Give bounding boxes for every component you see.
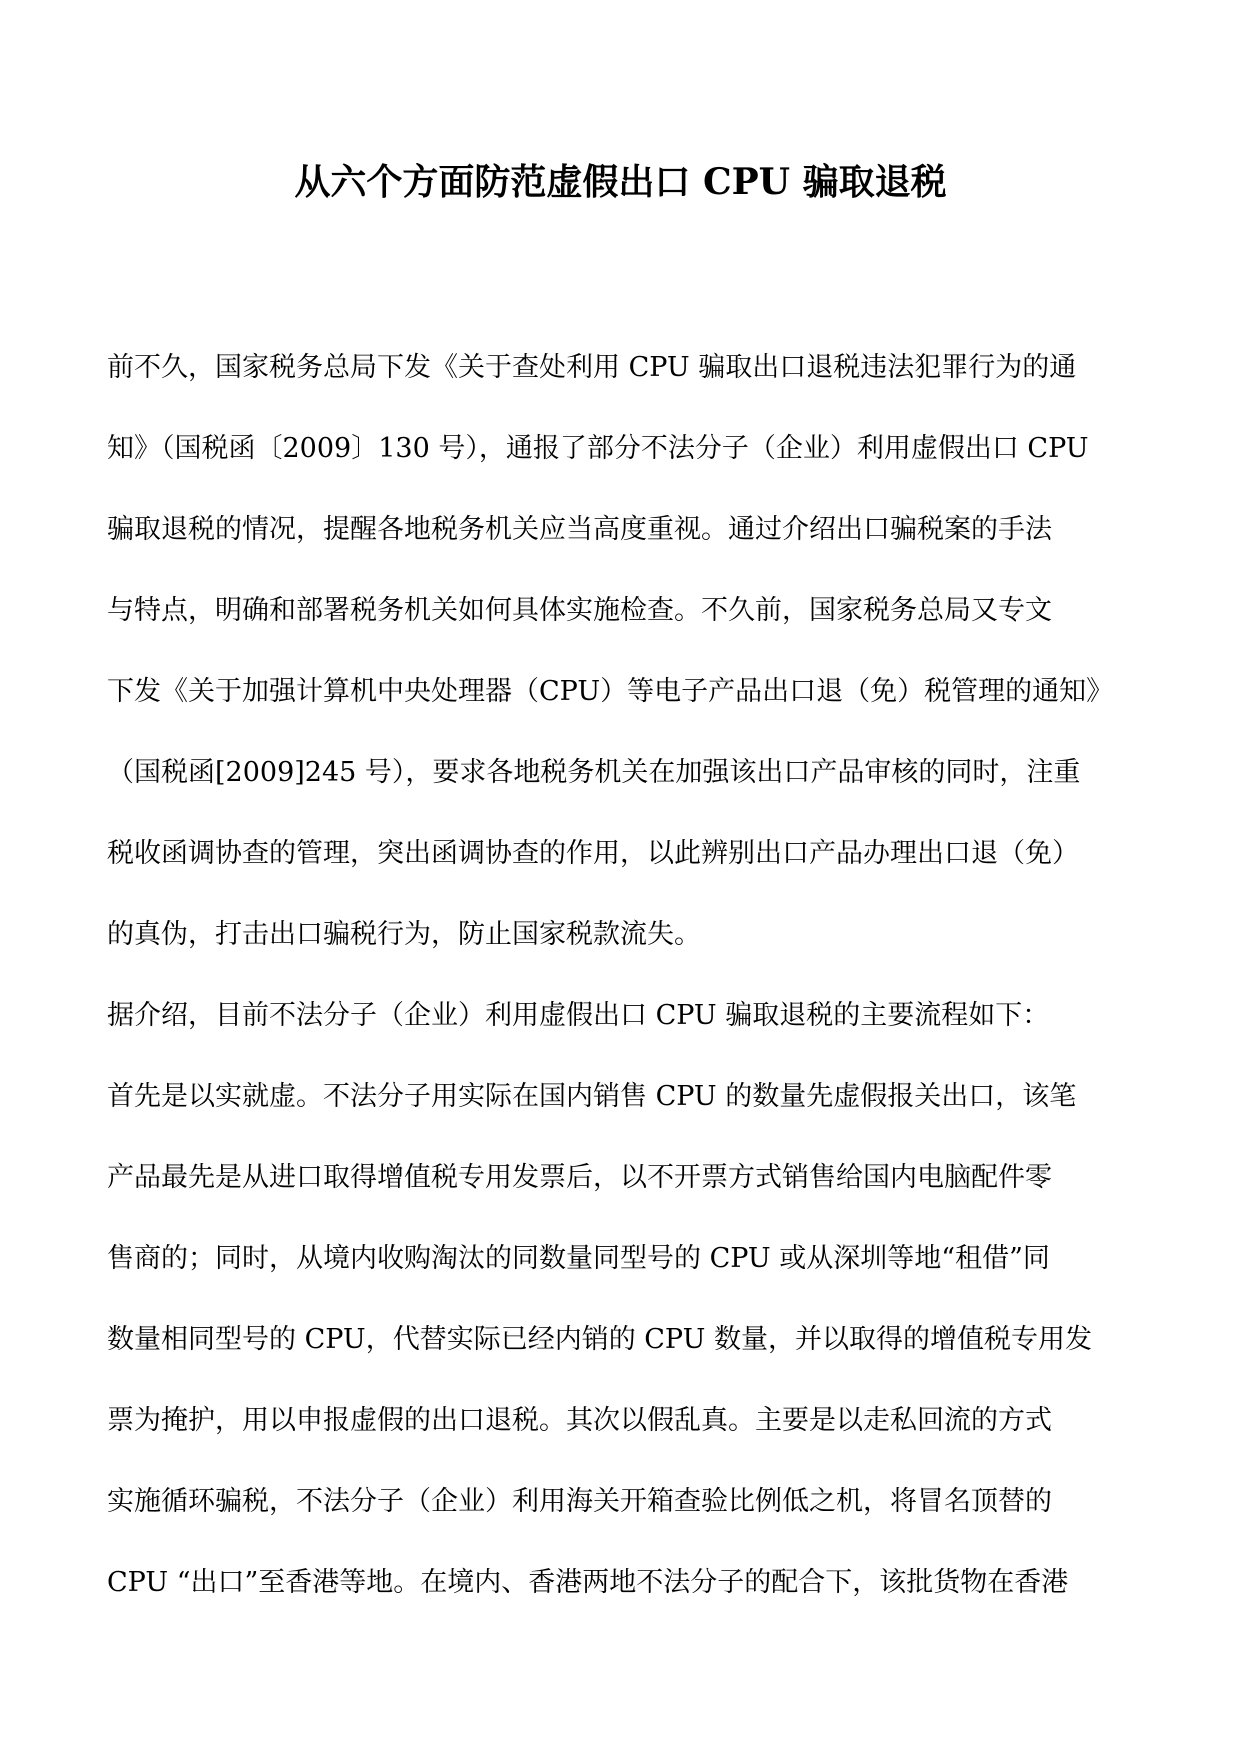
body-line: 知》（国税函〔2009〕130 号），通报了部分不法分子（企业）利用虚假出口 CPU	[107, 433, 1089, 464]
body-line: 骗取退税的情况，提醒各地税务机关应当高度重视。通过介绍出口骗税案的手法	[107, 514, 1052, 545]
body-line: 实施循环骗税，不法分子（企业）利用海关开箱查验比例低之机，将冒名顶替的	[107, 1486, 1052, 1517]
body-line: 税收函调协查的管理，突出函调协查的作用，以此辨别出口产品办理出口退（免）	[107, 838, 1079, 869]
document-body	[107, 346, 1137, 1642]
body-line: 首先是以实就虚。不法分子用实际在国内销售 CPU 的数量先虚假报关出口，该笔	[107, 1081, 1077, 1112]
body-line: 据介绍，目前不法分子（企业）利用虚假出口 CPU 骗取退税的主要流程如下：	[107, 1000, 1050, 1031]
body-line: 产品最先是从进口取得增值税专用发票后，以不开票方式销售给国内电脑配件零	[107, 1162, 1052, 1193]
body-line: 与特点，明确和部署税务机关如何具体实施检查。不久前，国家税务总局又专文	[107, 595, 1052, 626]
body-line: 票为掩护，用以申报虚假的出口退税。其次以假乱真。主要是以走私回流的方式	[107, 1405, 1052, 1436]
body-line: 下发《关于加强计算机中央处理器（CPU）等电子产品出口退（免）税管理的通知》	[107, 676, 1114, 707]
body-line: 数量相同型号的 CPU，代替实际已经内销的 CPU 数量，并以取得的增值税专用发	[107, 1324, 1092, 1355]
body-line: 售商的；同时，从境内收购淘汰的同数量同型号的 CPU 或从深圳等地“租借”同	[107, 1243, 1050, 1274]
document-title: 从六个方面防范虚假出口 CPU 骗取退税	[294, 161, 947, 203]
body-line: 前不久，国家税务总局下发《关于查处利用 CPU 骗取出口退税违法犯罪行为的通	[107, 352, 1077, 383]
body-line: 的真伪，打击出口骗税行为，防止国家税款流失。	[107, 919, 701, 950]
body-line: CPU “出口”至香港等地。在境内、香港两地不法分子的配合下，该批货物在香港	[107, 1567, 1069, 1598]
body-line: （国税函[2009]245 号），要求各地税务机关在加强该出口产品审核的同时，注重	[107, 757, 1081, 788]
